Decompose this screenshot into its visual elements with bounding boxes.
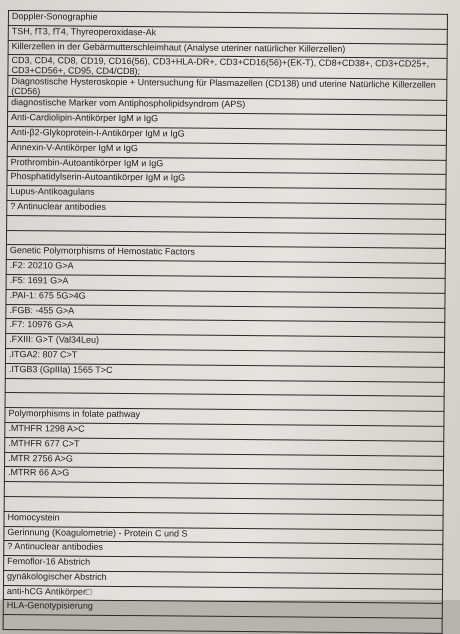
row-text: .ITGB3 (GpIIIa) 1565 T>C bbox=[5, 363, 444, 382]
row-text: .FXIII: G>T (Val34Leu) bbox=[6, 334, 445, 353]
row-text: HLA-Genotypisierung bbox=[3, 600, 442, 619]
row-text: Lupus-Antikoagulans bbox=[7, 186, 446, 205]
row-text: Polymorphisms in folate pathway bbox=[5, 408, 444, 427]
row-text: Doppler-Sonographie bbox=[8, 11, 447, 30]
row-text: .PAI-1: 675 5G>4G bbox=[6, 289, 445, 308]
row-text: .ITGA2: 807 C>T bbox=[5, 348, 444, 367]
row-text: Killerzellen in der Gebärmutterschleimhaut (Analyse uteriner natürlicher Killerzellen) bbox=[8, 40, 447, 59]
row-text: gynäkologischer Abstrich bbox=[3, 570, 442, 589]
row-text: Genetic Polymorphisms of Hemostatic Factors bbox=[6, 245, 445, 264]
row-text: .F5: 1691 G>A bbox=[6, 274, 445, 293]
row-text: ? Antinuclear antibodies bbox=[4, 541, 443, 560]
row-text: .MTR 2756 A>G bbox=[5, 452, 444, 471]
row-text: Diagnostische Hysteroskopie + Untersuchung für Plasmazellen (CD138) und uterine Natürliche Killerzellen (CD56) bbox=[8, 76, 447, 101]
row-text: .MTHFR 1298 A>C bbox=[5, 422, 444, 441]
row-text: Gerinnung (Koagulometrie) - Protein C und S bbox=[4, 526, 443, 545]
test-list-table bbox=[3, 10, 448, 634]
row-text: Anti-Cardiolipin-Antikörper IgM и IgG bbox=[7, 112, 446, 131]
row-text: Phosphatidylserin-Autoantikörper IgM и IgG bbox=[7, 171, 446, 190]
row-text: TSH, fT3, fT4, Thyreoperoxidase-Ak bbox=[8, 25, 447, 44]
row-text: .F7: 10976 G>A bbox=[6, 319, 445, 338]
row-text: ? Antinuclear antibodies bbox=[7, 200, 446, 219]
row-text: anti-hCG Antikörper□ bbox=[3, 585, 442, 604]
row-text: Femoflor-16 Abstrich bbox=[4, 556, 443, 575]
row-text: .F2: 20210 G>A bbox=[6, 260, 445, 279]
row-text: Homocystein bbox=[4, 511, 443, 530]
lab-test-form bbox=[3, 10, 448, 612]
row-text: diagnostische Marker vom Antiphospholipidsyndrom (APS) bbox=[8, 97, 447, 116]
table-row bbox=[3, 615, 442, 634]
row-text: .MTHFR 677 C>T bbox=[5, 437, 444, 456]
row-text: .MTRR 66 A>G bbox=[4, 467, 443, 486]
row-text: Anti-β2-Glykoprotein-I-Antikörper IgM и IgG bbox=[7, 126, 446, 145]
row-text bbox=[3, 615, 442, 634]
row-text: Prothrombin-Autoantikörper IgM и IgG bbox=[7, 156, 446, 175]
row-text: .FGB: -455 G>A bbox=[6, 304, 445, 323]
row-text: CD3, CD4, CD8, CD19, CD16(56), CD3+HLA-DR+, CD3+CD16(56)+(EK-T), CD8+CD38+, CD3+CD25+, CD3+CD56+, CD95, CD4/CD8); bbox=[8, 55, 447, 80]
row-text: Annexin-V-Antikörper IgM и IgG bbox=[7, 141, 446, 160]
